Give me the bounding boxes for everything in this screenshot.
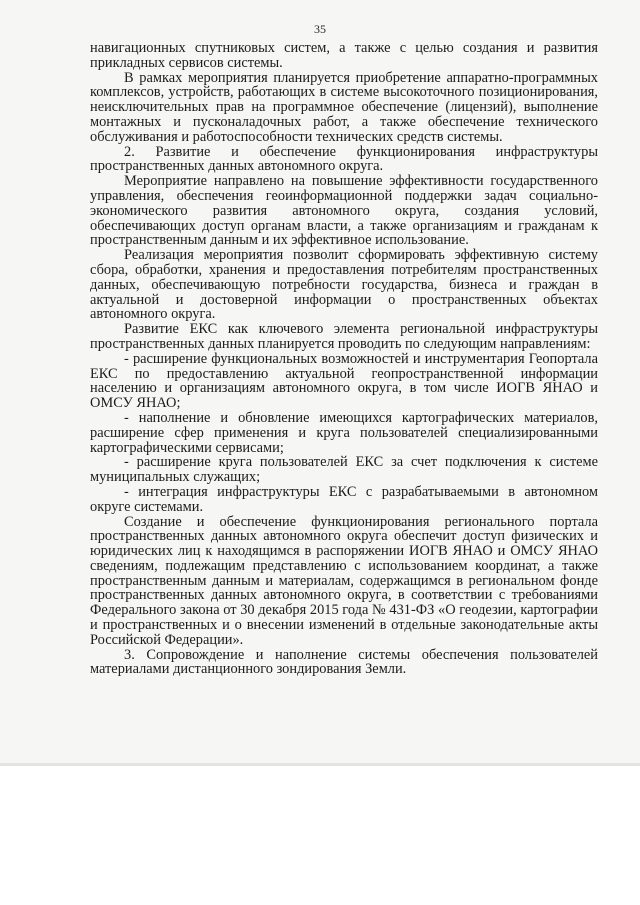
document-body — [90, 41, 598, 677]
paragraph-2: В рамках мероприятия планируется приобретение аппаратно-программных комплексов, устройств, работающих в системе высокоточного позиционирования, неисключительных прав на программное обеспечение (лицензий), выполнение монтажных и пусконаладочных работ, а также обеспечение технического обслуживания и работоспособности технических средств системы. — [90, 69, 598, 145]
paragraph-1: навигационных спутниковых систем, а также с целью создания и развития прикладных сервисов системы. — [90, 40, 598, 71]
list-item-2: - наполнение и обновление имеющихся картографических материалов, расширение сфер применения и круга пользователей специализированными картографическими сервисами; — [90, 409, 598, 456]
paragraph-4: Реализация мероприятия позволит сформировать эффективную систему сбора, обработки, хранения и предоставления потребителям пространственных данных, обеспечивающую потребности государства, бизнеса и граждан в актуальной и достоверной информации о пространственных объектах автономного округа. — [90, 247, 598, 323]
paragraph-3: Мероприятие направлено на повышение эффективности государственного управления, обеспечения геоинформационной поддержки задач социально-экономического развития автономного округа, создания условий, обеспечивающих доступ органам власти, а также организациям и гражданам к пространственным данным и их эффективное использование. — [90, 173, 598, 249]
list-item-4: - интеграция инфраструктуры ЕКС с разрабатываемыми в автономном округе системами. — [90, 483, 598, 515]
section-heading-3: 3. Сопровождение и наполнение системы обеспечения пользователей материалами дистанционного зондирования Земли. — [90, 646, 598, 678]
scan-edge — [0, 763, 640, 766]
list-item-3: - расширение круга пользователей ЕКС за счет подключения к системе муниципальных служащих; — [90, 454, 598, 486]
paragraph-6: Создание и обеспечение функционирования регионального портала пространственных данных автономного округа обеспечит доступ физических и юридических лиц к находящимся в распоряжении ИОГВ ЯНАО и ОМСУ ЯНАО сведениям, подлежащим представлению с использованием координат, а также пространственным данным и материалам, содержащимся в региональном фонде пространственных данных автономного округа, в соответствии с требованиями Федерального закона от 30 декабря 2015 года № 431-ФЗ «О геодезии, картографии и пространственных и о внесении изменений в отдельные законодательные акты Российской Федерации». — [90, 513, 598, 648]
list-item-1: - расширение функциональных возможностей и инструментария Геопортала ЕКС по предоставлению актуальной геопространственной информации населению и организациям автономного округа, в том числе ИОГВ ЯНАО и ОМСУ ЯНАО; — [90, 350, 598, 412]
page-number: 35 — [314, 22, 326, 36]
paragraph-5: Развитие ЕКС как ключевого элемента региональной инфраструктуры пространственных данных планируется проводить по следующим направлениям: — [90, 321, 598, 352]
section-heading-2: 2. Развитие и обеспечение функционирования инфраструктуры пространственных данных автономного округа. — [90, 143, 598, 175]
